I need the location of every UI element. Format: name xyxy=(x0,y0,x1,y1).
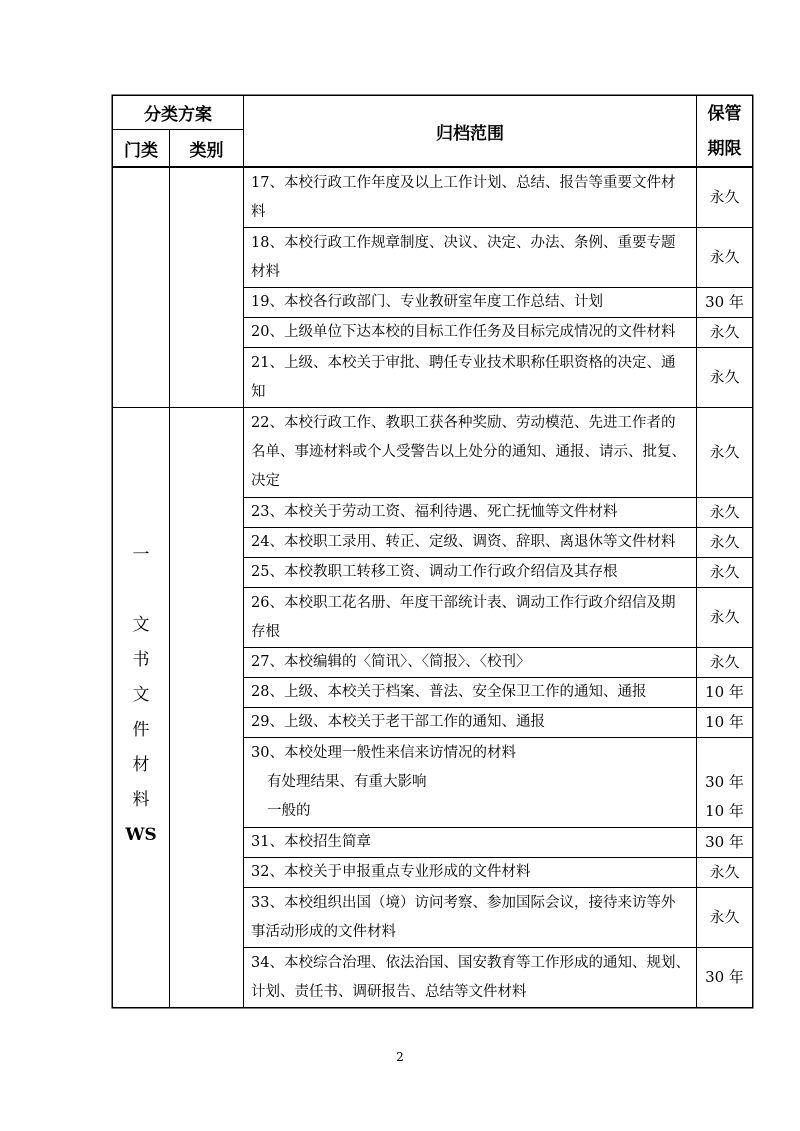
retention-value: 永久 xyxy=(709,248,740,266)
header-category: 门类 xyxy=(113,130,169,167)
category-number: 一 xyxy=(132,545,150,565)
archive-table xyxy=(112,95,753,1008)
scope-line: 计划、责任书、调研报告、总结等文件材料 xyxy=(251,983,527,1000)
scope-line: 材料 xyxy=(251,263,280,280)
retention-cell xyxy=(697,858,752,887)
retention-cell xyxy=(697,738,752,827)
category-code: WS xyxy=(125,825,157,845)
retention-value: 永久 xyxy=(709,533,740,551)
retention-cell xyxy=(697,498,752,527)
scope-cell xyxy=(244,168,696,227)
scope-line: 22、本校行政工作、教职工获各种奖励、劳动模范、先进工作者的 xyxy=(251,415,676,431)
scope-line: 29、上级、本校关于老干部工作的通知、通报 xyxy=(251,714,545,730)
retention-cell xyxy=(697,558,752,587)
scope-line: 18、本校行政工作规章制度、决议、决定、办法、条例、重要专题 xyxy=(251,234,676,251)
category-name-char: 文 xyxy=(132,685,150,705)
retention-cell xyxy=(697,228,752,287)
scope-line: 34、本校综合治理、依法治国、国安教育等工作形成的通知、规划、 xyxy=(251,954,690,971)
retention-value: 永久 xyxy=(709,443,740,461)
subcategory-cell xyxy=(170,168,243,407)
scope-line: 19、本校各行政部门、专业教研室年度工作总结、计划 xyxy=(251,294,603,310)
scope-cell xyxy=(244,648,696,677)
scope-cell xyxy=(244,588,696,647)
scope-cell xyxy=(244,528,696,557)
category-name-char: 书 xyxy=(132,650,150,670)
scope-line: 事活动形成的文件材料 xyxy=(251,923,396,940)
scope-line: 30、本校处理一般性来信来访情况的材料 xyxy=(251,745,516,761)
header-classification: 分类方案 xyxy=(113,96,243,129)
scope-cell xyxy=(244,888,696,947)
scope-cell xyxy=(244,408,696,497)
scope-line: 决定 xyxy=(251,473,280,489)
header-scope: 归档范围 xyxy=(244,96,696,167)
header-retention-line1: 保管 xyxy=(707,103,742,124)
category-name-char: 文 xyxy=(132,615,150,635)
scope-cell xyxy=(244,738,696,827)
retention-cell xyxy=(697,678,752,707)
retention-cell xyxy=(697,288,752,317)
scope-cell xyxy=(244,228,696,287)
retention-value: 30 年 xyxy=(705,293,744,311)
retention-value: 永久 xyxy=(709,188,740,206)
category-name-char: 材 xyxy=(132,755,150,775)
retention-value: 10 年 xyxy=(705,683,744,701)
retention-value: 30 年 xyxy=(705,968,744,986)
scope-cell xyxy=(244,498,696,527)
retention-value: 永久 xyxy=(709,653,740,671)
scope-cell xyxy=(244,828,696,857)
scope-line: 33、本校组织出国（境）访问考察、参加国际会议，接待来访等外 xyxy=(251,894,676,911)
retention-value: 30 年 xyxy=(705,833,744,851)
retention-value: 永久 xyxy=(709,563,740,581)
subcategory-cell xyxy=(170,408,243,1007)
scope-cell xyxy=(244,558,696,587)
retention-cell xyxy=(697,318,752,347)
retention-cell xyxy=(697,528,752,557)
retention-cell xyxy=(697,408,752,497)
retention-value: 永久 xyxy=(709,908,740,926)
scope-line: 32、本校关于申报重点专业形成的文件材料 xyxy=(251,864,531,880)
scope-line: 名单、事迹材料或个人受警告以上处分的通知、通报、请示、批复、 xyxy=(251,444,686,460)
scope-cell xyxy=(244,288,696,317)
retention-value: 永久 xyxy=(709,608,740,626)
retention-value: 永久 xyxy=(709,368,740,386)
header-subcategory: 类别 xyxy=(170,130,243,167)
retention-value: 永久 xyxy=(709,863,740,881)
scope-line: 存根 xyxy=(251,623,280,640)
scope-line: 26、本校职工花名册、年度干部统计表、调动工作行政介绍信及期 xyxy=(251,594,676,611)
retention-value: 永久 xyxy=(709,503,740,521)
header-retention-line2: 期限 xyxy=(707,138,742,159)
retention-cell xyxy=(697,708,752,737)
scope-line: 31、本校招生简章 xyxy=(251,834,371,850)
retention-cell xyxy=(697,648,752,677)
retention-cell xyxy=(697,348,752,407)
scope-line: 21、上级、本校关于审批、聘任专业技术职称任职资格的决定、通 xyxy=(251,354,676,371)
category-cell xyxy=(113,408,169,1007)
scope-line: 24、本校职工录用、转正、定级、调资、辞职、离退休等文件材料 xyxy=(251,534,676,550)
scope-line: 料 xyxy=(251,203,266,220)
scope-line: 25、本校教职工转移工资、调动工作行政介绍信及其存根 xyxy=(251,564,618,580)
scope-line: 20、上级单位下达本校的目标工作任务及目标完成情况的文件材料 xyxy=(251,324,676,340)
scope-line: 17、本校行政工作年度及以上工作计划、总结、报告等重要文件材 xyxy=(251,174,676,191)
scope-cell xyxy=(244,678,696,707)
scope-line: 27、本校编辑的〈简讯〉、〈简报〉、〈校刊〉 xyxy=(251,654,531,670)
retention-value: 30 年 xyxy=(705,773,744,791)
scope-subitem: 有处理结果、有重大影响 xyxy=(267,774,427,790)
category-name-char: 件 xyxy=(132,720,150,740)
retention-cell xyxy=(697,948,752,1007)
retention-value: 永久 xyxy=(709,323,740,341)
scope-line: 知 xyxy=(251,383,266,400)
retention-value: 10 年 xyxy=(705,802,744,820)
retention-value: 10 年 xyxy=(705,713,744,731)
page-number: 2 xyxy=(396,1050,404,1064)
scope-line: 28、上级、本校关于档案、普法、安全保卫工作的通知、通报 xyxy=(251,684,647,700)
scope-cell xyxy=(244,348,696,407)
retention-cell xyxy=(697,888,752,947)
category-cell xyxy=(113,168,169,407)
scope-cell xyxy=(244,318,696,347)
category-name-char: 料 xyxy=(132,790,150,810)
scope-subitem: 一般的 xyxy=(267,803,311,819)
retention-cell xyxy=(697,168,752,227)
retention-cell xyxy=(697,828,752,857)
scope-cell xyxy=(244,708,696,737)
header-retention xyxy=(697,96,752,167)
scope-cell xyxy=(244,858,696,887)
scope-cell xyxy=(244,948,696,1007)
scope-line: 23、本校关于劳动工资、福利待遇、死亡抚恤等文件材料 xyxy=(251,504,618,520)
retention-cell xyxy=(697,588,752,647)
